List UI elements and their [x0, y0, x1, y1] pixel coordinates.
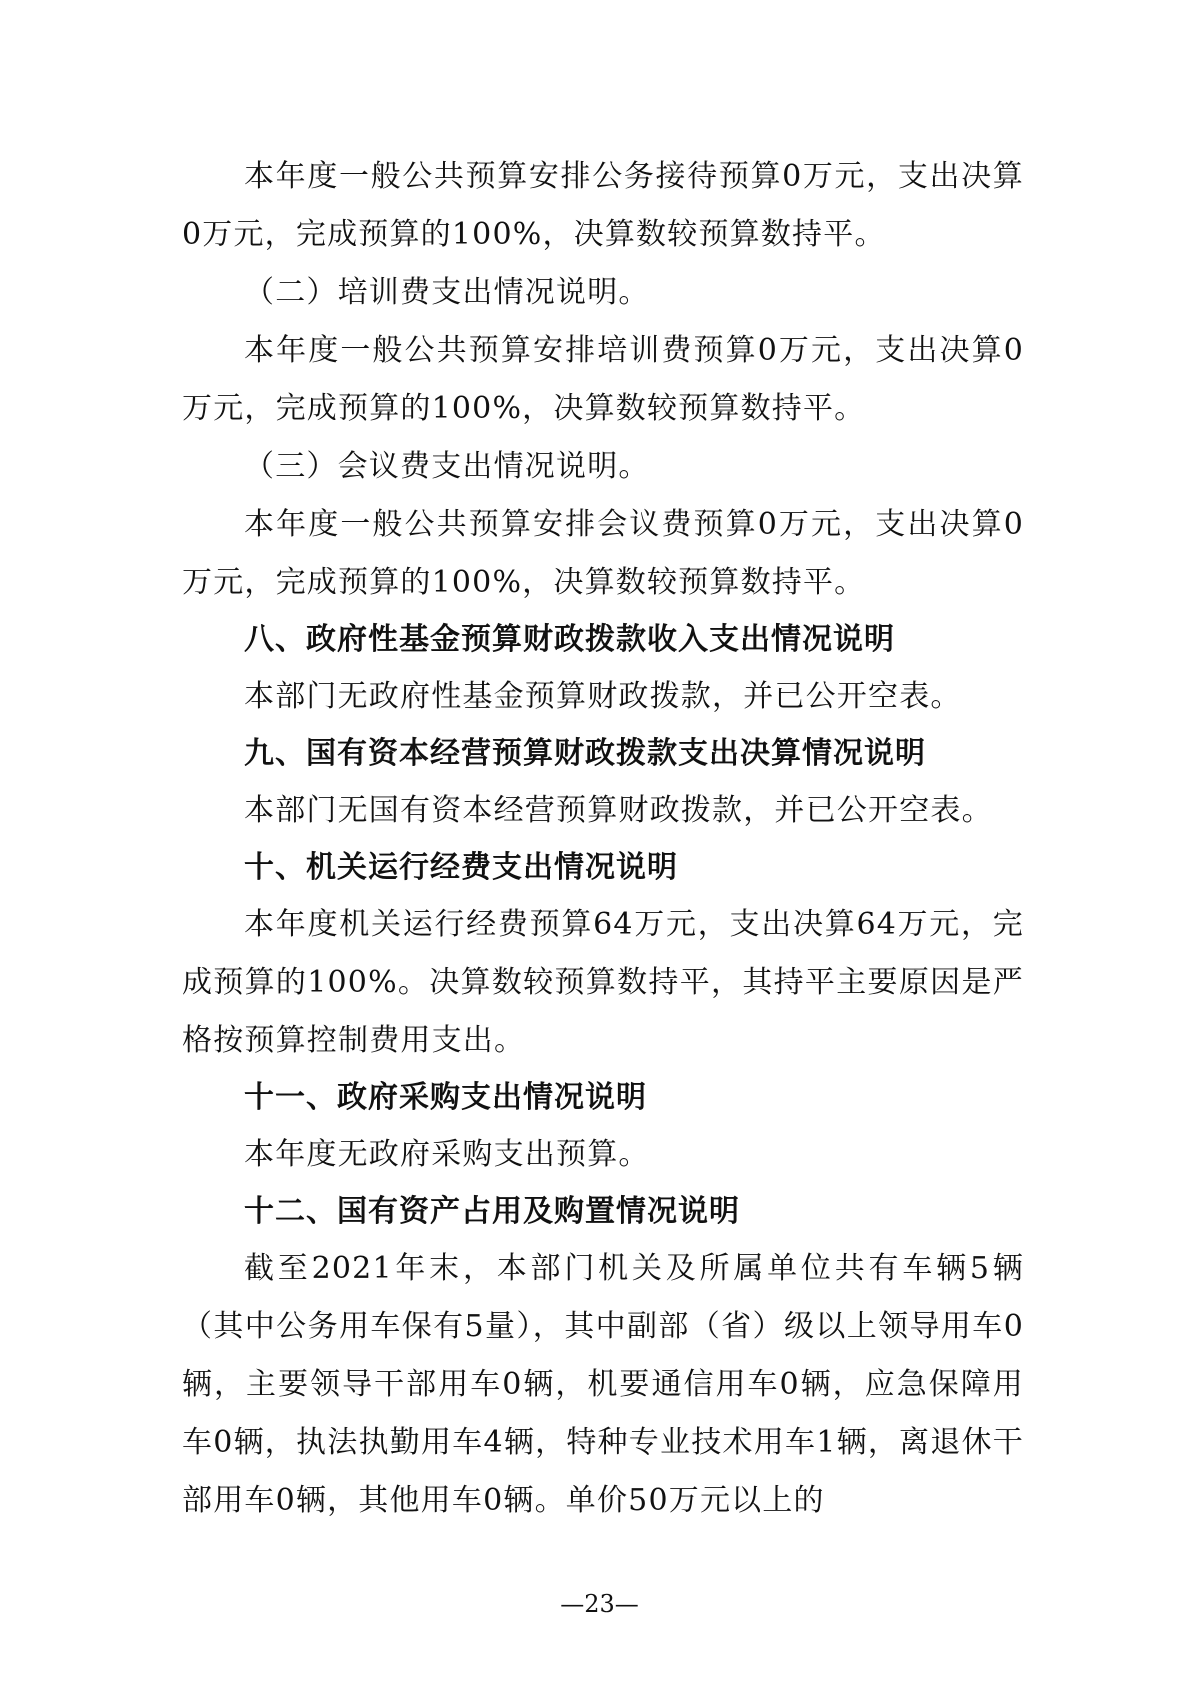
heading-section-8: 八、政府性基金预算财政拨款收入支出情况说明	[244, 622, 895, 657]
page-number: —23—	[560, 1590, 639, 1618]
paragraph-section-8: 本部门无政府性基金预算财政拨款，并已公开空表。	[244, 679, 962, 714]
paragraph-section-12: 截至2021年末，本部门机关及所属单位共有车辆5辆（其中公务用车保有5量），其中副部（省）级以上领导用车0辆，主要领导干部用车0辆，机要通信用车0辆，应急保障用车0辆，执法执勤用车4辆，特种专业技术用车1辆，离退休干部用车0辆，其他用车0辆。单价50万元以上的	[182, 1251, 1024, 1518]
paragraph-section-11: 本年度无政府采购支出预算。	[244, 1137, 650, 1172]
paragraph-training-expense: 本年度一般公共预算安排培训费预算0万元，支出决算0万元，完成预算的100%，决算数较预算数持平。	[182, 333, 1024, 426]
heading-section-11: 十一、政府采购支出情况说明	[244, 1080, 647, 1115]
heading-section-12: 十二、国有资产占用及购置情况说明	[244, 1194, 740, 1229]
document-body	[182, 148, 1024, 1530]
subheading-training-expense: （二）培训费支出情况说明。	[244, 275, 650, 310]
heading-section-10: 十、机关运行经费支出情况说明	[244, 850, 678, 885]
paragraph-section-10: 本年度机关运行经费预算64万元，支出决算64万元，完成预算的100%。决算数较预算数持平，其持平主要原因是严格按预算控制费用支出。	[182, 907, 1024, 1058]
heading-section-9: 九、国有资本经营预算财政拨款支出决算情况说明	[244, 736, 926, 771]
paragraph-section-9: 本部门无国有资本经营预算财政拨款，并已公开空表。	[244, 793, 993, 828]
paragraph-meeting-expense: 本年度一般公共预算安排会议费预算0万元，支出决算0万元，完成预算的100%，决算数较预算数持平。	[182, 507, 1024, 600]
subheading-meeting-expense: （三）会议费支出情况说明。	[244, 449, 650, 484]
paragraph-reception-expense: 本年度一般公共预算安排公务接待预算0万元，支出决算0万元，完成预算的100%，决算数较预算数持平。	[182, 159, 1024, 252]
